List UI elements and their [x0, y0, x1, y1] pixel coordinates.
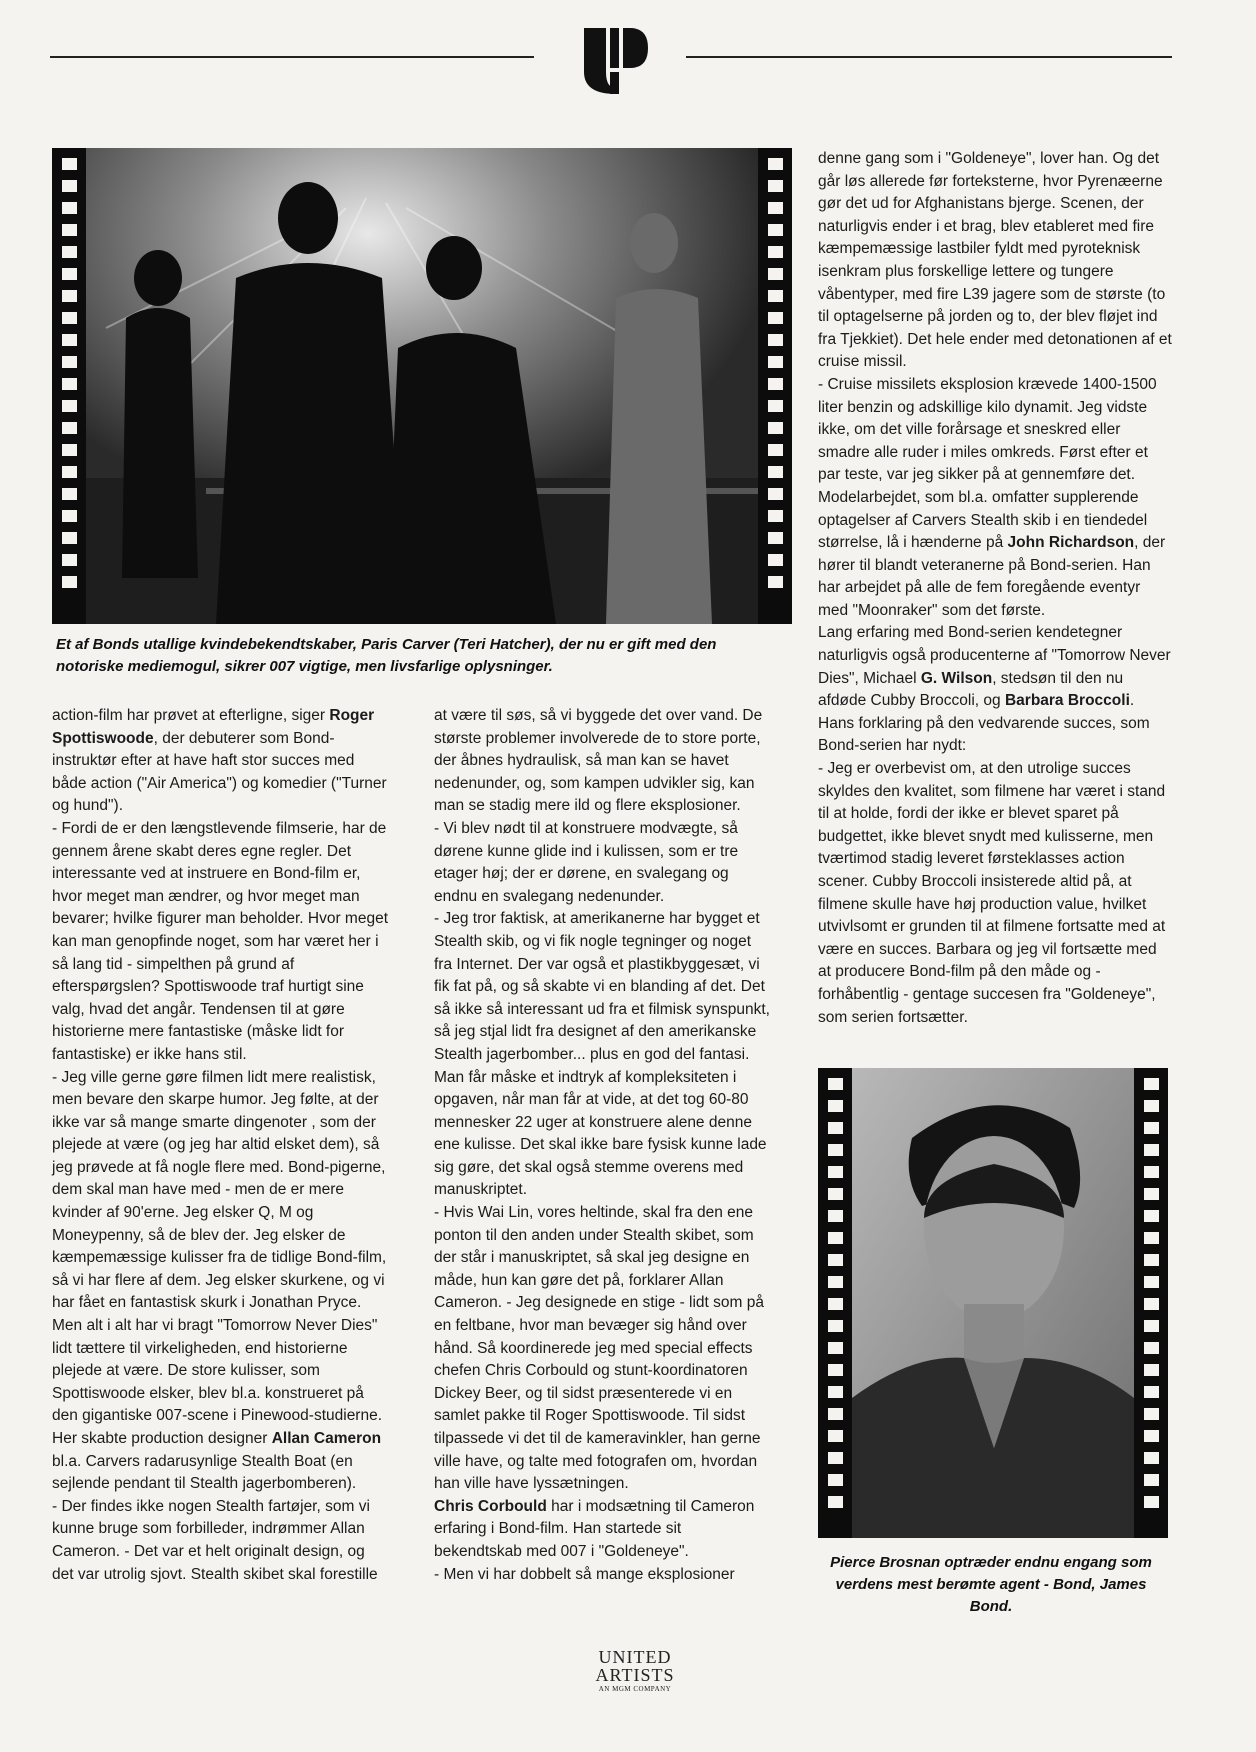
logo-line-3: AN MGM COMPANY [598, 1685, 672, 1693]
uip-logo [582, 26, 650, 96]
col2-paragraph-5: Chris Corbould har i modsætning til Cameron erfaring i Bond-film. Han startede sit bekendtskab med 007 i "Goldeneye". [434, 1497, 755, 1560]
party-scene-photo [86, 148, 758, 624]
logo-line-2: ARTISTS [595, 1665, 675, 1685]
header-rule-right [686, 56, 1172, 58]
film-sprockets-left [52, 148, 86, 624]
name-roger-spottiswoode: Roger Spottiswoode [52, 707, 375, 747]
col3-paragraph-3: Lang erfaring med Bond-serien kendetegner naturligvis også producenterne af "Tomorrow Never Dies", Michael G. Wilson, stedsøn til den nu afdøde Cubby Broccoli, og Barbara Broccoli. Hans forklaring på den vedvarende succes, som Bond-serien har nydt: [818, 624, 1171, 755]
col2-paragraph-4: - Hvis Wai Lin, vores heltinde, skal fra den ene ponton til den anden under Stealth skibet, som der står i manuskriptet, så skal jeg designe en måde, hun kan gøre det på, forklarer Allan Cameron. - Jeg designede en stige - lidt som på en feltbane, hvor man bevæger sig hånd over hånd. Så koordinerede jeg med special effects chefen Chris Corbould og stunt-koordinatoren Dickey Beer, og til sidst præsenterede vi en samlet pakke til Roger Spottiswoode. Til sidst tilpassede vi det til de kameravinkler, han gerne ville have, og talte med fotografen om, hvordan han ville have lyssætningen. [434, 1204, 764, 1493]
header-rule-left [50, 56, 534, 58]
pierce-brosnan-portrait-photo [852, 1068, 1134, 1538]
film-strip-photo-party [52, 148, 792, 624]
col1-paragraph-2: - Fordi de er den længstlevende filmserie, har de gennem årene skabt deres egne regler. Det interessante ved at instruere en Bond-film er, hvor meget man ændrer, og hvor meget man bevarer; hvilke figurer man beholder. Hvor meget kan man genopfinde noget, som har været her i så lang tid - simpelthen på grund af efterspørgslen? Spottiswoode traf hurtigt sine valg, hvad det angår. Tendensen til at gøre historierne mere fantastiske (måske lidt for fantastiske) er ikke hans stil. [52, 819, 388, 1063]
col2-paragraph-2: - Vi blev nødt til at konstruere modvægte, så dørene kunne glide ind i kulissen, som er tre etager høj; der er dørene, en svalegang og endnu en svalegang nedenunder. [434, 819, 739, 905]
col3-paragraph-1: denne gang som i "Goldeneye", lover han. Og det går løs allerede før forteksterne, hvor Pyrenæerne gør det ud for Afghanistans bjerge. Scenen, der naturligvis ender i et brag, blev etableret med fire kæmpemæssige lastbiler fyldt med pyroteknisk isenkram plus forskellige lettere og tungere våbentyper, med fire L39 jagere som de største (to til optagelserne på jorden og to, der blev fløjet ind fra Tjekkiet). Det hele ender med detonationen af et cruise missil. [818, 150, 1172, 371]
col1-paragraph-1: action-film har prøvet at efterligne, siger Roger Spottiswoode, der debuterer som Bond-instruktør efter at have haft stor succes med både action ("Air America") og komedier ("Turner og hund"). [52, 707, 387, 815]
article-column-1 [52, 705, 390, 1586]
united-artists-logo [592, 1648, 678, 1694]
photo1-caption: Et af Bonds utallige kvindebekendtskaber, Paris Carver (Teri Hatcher), der nu er gift med den notoriske mediemogul, sikrer 007 vigtige, men livsfarlige oplysninger. [56, 636, 717, 675]
article-column-3 [818, 148, 1172, 1029]
photo2-caption: Pierce Brosnan optræder endnu engang som verdens mest berømte agent - Bond, James Bond. [830, 1554, 1152, 1615]
article-column-2 [434, 705, 772, 1586]
col3-paragraph-2: - Cruise missilets eksplosion krævede 1400-1500 liter benzin og adskillige kilo dynamit. Jeg vidste ikke, om det ville forårsage et sneskred eller smadre alle ruder i miles omkreds. Først efter et par teste, var jeg sikker på at gennemføre det. Modelarbejdet, som bl.a. omfatter supplerende optagelser af Carvers Stealth skib i en tiendedel størrelse, lå i hænderne på John Richardson, der hører til blandt veteranerne på Bond-serien. Han har arbejdet på alle de fem foregående eventyr med "Moonraker" som det første. [818, 375, 1166, 619]
logo-line-1: UNITED [598, 1647, 672, 1667]
film-strip-photo-portrait [818, 1068, 1168, 1538]
col1-paragraph-4: - Der findes ikke nogen Stealth fartøjer, som vi kunne bruge som forbilleder, indrømmer Allan Cameron. - Det var et helt originalt design, og det var utrolig sjovt. Stealth skibet skal forestille [52, 1497, 378, 1583]
col2-paragraph-3: - Jeg tror faktisk, at amerikanerne har bygget et Stealth skib, og vi fik nogle tegninger og noget fra Internet. Der var også et plastikbyggesæt, vi fik fat på, og så skabte vi en blanding af det. Det så ikke så interessant ud fra et filmisk synspunkt, så jeg stjal lidt fra designet af den amerikanske Stealth jagerbomber... plus en god del fantasi. Man får måske et indtryk af kompleksiteten i opgaven, når man får at vide, at det tog 60-80 mennesker 22 uger at konstruere alene denne ene kulisse. Det skal ikke bare fysisk kunne lade sig gøre, det skal også stemme overens med manuskriptet. [434, 910, 770, 1199]
col2-paragraph-6: - Men vi har dobbelt så mange eksplosioner [434, 1565, 735, 1583]
col1-paragraph-3: - Jeg ville gerne gøre filmen lidt mere realistisk, men bevare den skarpe humor. Jeg følte, at der ikke var så mange smarte dingenoter , som der plejede at være (og jeg har altid elsket dem), så jeg prøvede at få nogle flere med. Bond-pigerne, dem skal man have med - men de er mere kvinder af 90'erne. Jeg elsker Q, M og Moneypenny, så de blev der. Jeg elsker de kæmpemæssige kulisser fra de tidlige Bond-film, så vi har flere af dem. Jeg elsker skurkene, og vi har fået en fantastisk skurk i Jonathan Pryce. Men alt i alt har vi bragt "Tomorrow Never Dies" lidt tættere til virkeligheden, end historierne plejede at være. De store kulisser, som Spottiswoode elsker, blev bl.a. konstrueret på den gigantiske 007-scene i Pinewood-studierne. Her skabte production designer Allan Cameron bl.a. Carvers radarusynlige Stealth Boat (en sejlende pendant til Stealth jagerbomberen). [52, 1068, 387, 1493]
col2-paragraph-1: at være til søs, så vi byggede det over vand. De største problemer involverede de to store porte, der åbnes hydraulisk, så man kan se havet nedenunder, og, som kampen udvikler sig, kan man se stadig mere ild og flere eksplosioner. [434, 707, 763, 815]
name-allan-cameron: Allan Cameron [271, 1430, 382, 1447]
col3-paragraph-4: - Jeg er overbevist om, at den utrolige succes skyldes den kvalitet, som filmene har været i stand til at holde, fordi der ikke er blevet sparet på budgettet, ikke blevet snydt med kulisserne, men tværtimod stadig leveret førsteklasses action scener. Cubby Broccoli insisterede altid på, at filmene skulle have høj production value, hvilket utvivlsomt er grunden til at filmene fortsatte med at være en succes. Barbara og jeg vil fortsætte med at producere Bond-film på den måde og - forhåbentlig - gentage succesen fra "Goldeneye", som serien fortsætter. [818, 760, 1166, 1026]
name-chris-corbould: Chris Corbould [434, 1497, 547, 1515]
name-g-wilson: G. Wilson [920, 669, 993, 687]
film-sprockets-right-2 [1134, 1068, 1168, 1538]
film-sprockets-right [758, 148, 792, 624]
name-john-richardson: John Richardson [1007, 534, 1135, 552]
film-sprockets-left-2 [818, 1068, 852, 1538]
name-barbara-broccoli: Barbara Broccoli [1004, 692, 1130, 710]
